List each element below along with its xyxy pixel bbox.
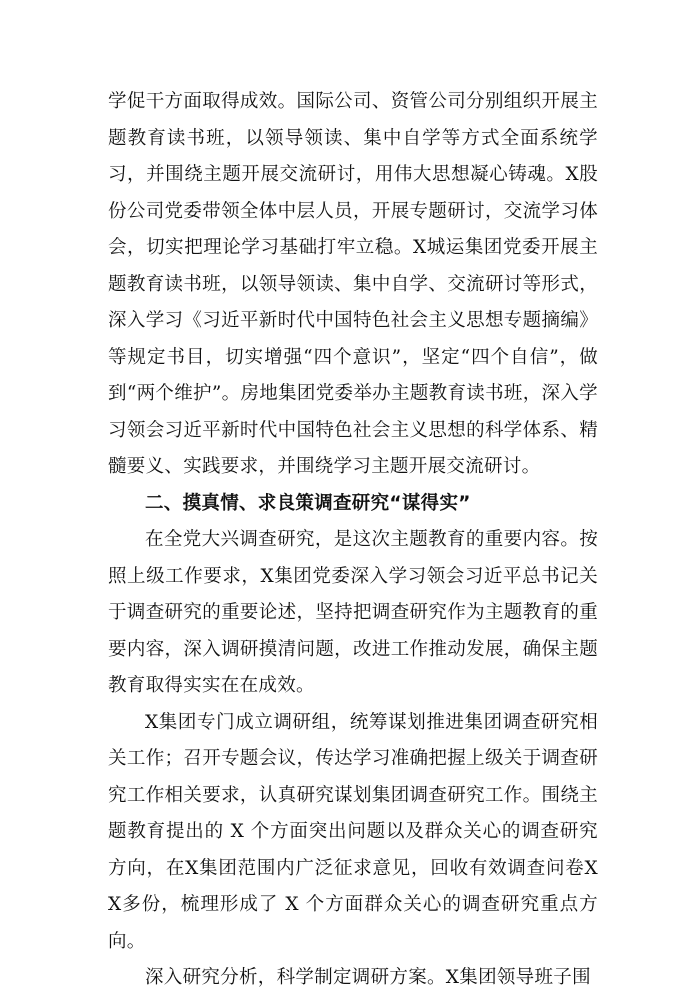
document-page (108, 84, 598, 997)
body-paragraph: 深入研究分析，科学制定调研方案。X集团领导班子围 (145, 967, 591, 988)
body-paragraph: 在全党大兴调查研究，是这次主题教育的重要内容。按照上级工作要求，X集团党委深入学习领会习近平总书记关于调查研究的重要论述，坚持把调查研究作为主题教育的重要内容，深入调研摸清问题，改进工作推动发展，确保主题教育取得实实在在成效。 (108, 529, 598, 696)
section-heading: 二、摸真情、求良策调查研究“谋得实” (145, 492, 471, 514)
body-paragraph-continued: 学促干方面取得成效。国际公司、资管公司分别组织开展主题教育读书班，以领导领读、集中自学等方式全面系统学习，并围绕主题开展交流研讨，用伟大思想凝心铸魂。X股份公司党委带领全体中层人员，开展专题研讨，交流学习体会，切实把理论学习基础打牢立稳。X城运集团党委开展主题教育读书班，以领导领读、集中自学、交流研讨等形式，深入学习《习近平新时代中国特色社会主义思想专题摘编》等规定书目，切实增强“四个意识”，坚定“四个自信”，做到“两个维护”。房地集团党委举办主题教育读书班，深入学习领会习近平新时代中国特色社会主义思想的科学体系、精髓要义、实践要求，并围绕学习主题开展交流研讨。 (108, 91, 598, 477)
body-paragraph: X集团专门成立调研组，统筹谋划推进集团调查研究相关工作；召开专题会议，传达学习准确把握上级关于调查研究工作相关要求，认真研究谋划集团调查研究工作。围绕主题教育提出的 X 个方面突出问题以及群众关心的调查研究方向，在X集团范围内广泛征求意见，回收有效调查问卷XX多份，梳理形成了 X 个方面群众关心的调查研究重点方向。 (108, 711, 598, 952)
